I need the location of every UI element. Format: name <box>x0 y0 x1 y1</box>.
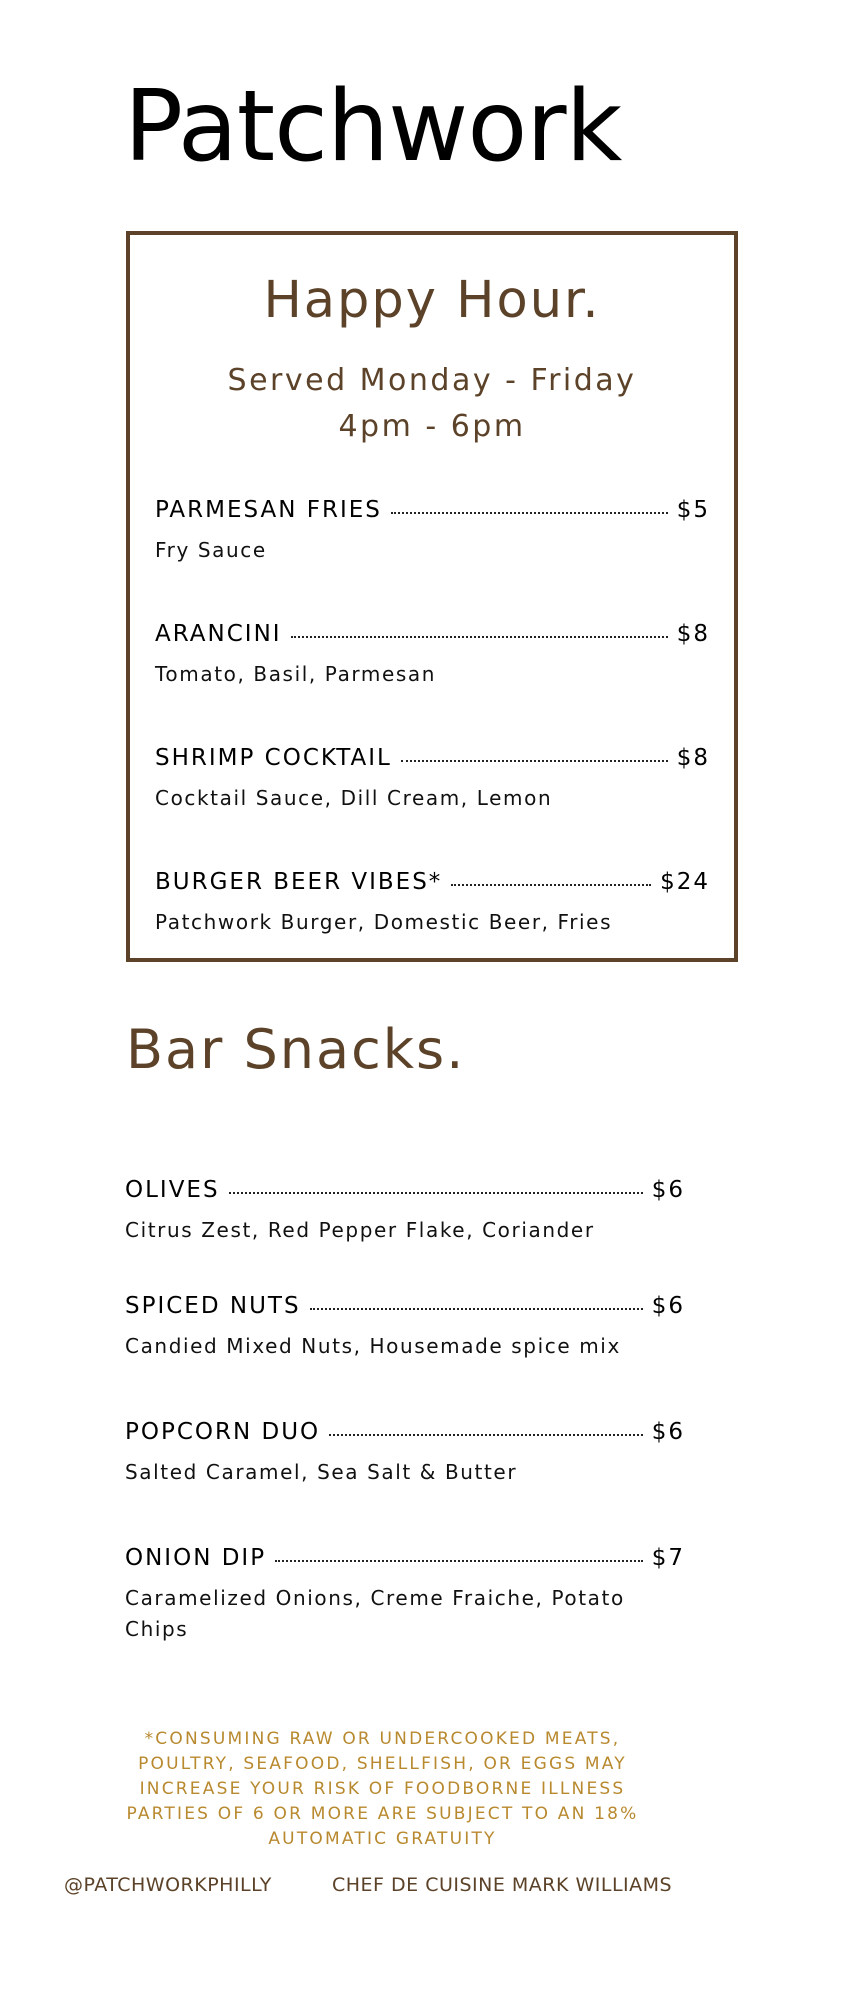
item-price: $6 <box>651 1177 685 1203</box>
dot-leader <box>391 512 668 514</box>
dot-leader <box>451 884 651 886</box>
menu-item-olives <box>125 1177 685 1246</box>
menu-item-spiced-nuts <box>125 1293 685 1362</box>
menu-item-parmesan-fries <box>155 497 710 566</box>
dot-leader <box>229 1192 643 1194</box>
item-price: $6 <box>651 1419 685 1445</box>
dot-leader <box>291 636 668 638</box>
menu-item-popcorn-duo <box>125 1419 685 1488</box>
dot-leader <box>275 1560 643 1562</box>
item-name: ONION DIP <box>125 1545 267 1571</box>
disclaimer-line: AUTOMATIC GRATUITY <box>268 1829 497 1849</box>
bar-snacks-title: Bar Snacks. <box>126 1018 466 1081</box>
item-price: $8 <box>676 745 710 771</box>
item-description: Candied Mixed Nuts, Housemade spice mix <box>125 1334 621 1358</box>
disclaimer-line: POULTRY, SEAFOOD, SHELLFISH, OR EGGS MAY <box>138 1754 627 1774</box>
menu-item-arancini <box>155 621 710 690</box>
item-price: $6 <box>651 1293 685 1319</box>
item-description: Salted Caramel, Sea Salt & Butter <box>125 1460 518 1484</box>
menu-item-shrimp-cocktail <box>155 745 710 814</box>
disclaimer-line: *CONSUMING RAW OR UNDERCOOKED MEATS, <box>144 1729 621 1749</box>
chef-credit: CHEF DE CUISINE MARK WILLIAMS <box>332 1874 673 1896</box>
happy-hour-hours: 4pm - 6pm <box>338 409 526 444</box>
dot-leader <box>310 1308 643 1310</box>
item-price: $5 <box>676 497 710 523</box>
menu-item-onion-dip <box>125 1545 685 1645</box>
dot-leader <box>329 1434 643 1436</box>
item-name: SHRIMP COCKTAIL <box>155 745 392 771</box>
item-name: OLIVES <box>125 1177 220 1203</box>
item-description: Tomato, Basil, Parmesan <box>155 662 437 686</box>
happy-hour-box <box>126 231 738 962</box>
item-description: Fry Sauce <box>155 538 267 562</box>
disclaimer-line: INCREASE YOUR RISK OF FOODBORNE ILLNESS <box>139 1779 626 1799</box>
dot-leader <box>401 760 668 762</box>
item-description: Citrus Zest, Red Pepper Flake, Coriander <box>125 1218 595 1242</box>
happy-hour-days: Served Monday - Friday <box>227 363 637 398</box>
item-name: PARMESAN FRIES <box>155 497 382 523</box>
disclaimer-line: PARTIES OF 6 OR MORE ARE SUBJECT TO AN 18% <box>126 1804 639 1824</box>
social-handle: @PATCHWORKPHILLY <box>64 1874 272 1896</box>
item-description: Cocktail Sauce, Dill Cream, Lemon <box>155 786 553 810</box>
item-name: BURGER BEER VIBES* <box>155 869 443 895</box>
item-description: Patchwork Burger, Domestic Beer, Fries <box>155 910 613 934</box>
item-price: $8 <box>676 621 710 647</box>
happy-hour-title: Happy Hour. <box>263 271 601 330</box>
item-price: $24 <box>660 869 710 895</box>
item-name: SPICED NUTS <box>125 1293 301 1319</box>
menu-item-burger-beer-vibes <box>155 869 710 938</box>
item-price: $7 <box>651 1545 685 1571</box>
foodborne-illness-disclaimer <box>60 1727 705 1852</box>
item-name: POPCORN DUO <box>125 1419 321 1445</box>
item-name: ARANCINI <box>155 621 282 647</box>
restaurant-logo: Patchwork <box>124 70 622 184</box>
item-description: Caramelized Onions, Creme Fraiche, Potato Chips <box>125 1586 625 1641</box>
